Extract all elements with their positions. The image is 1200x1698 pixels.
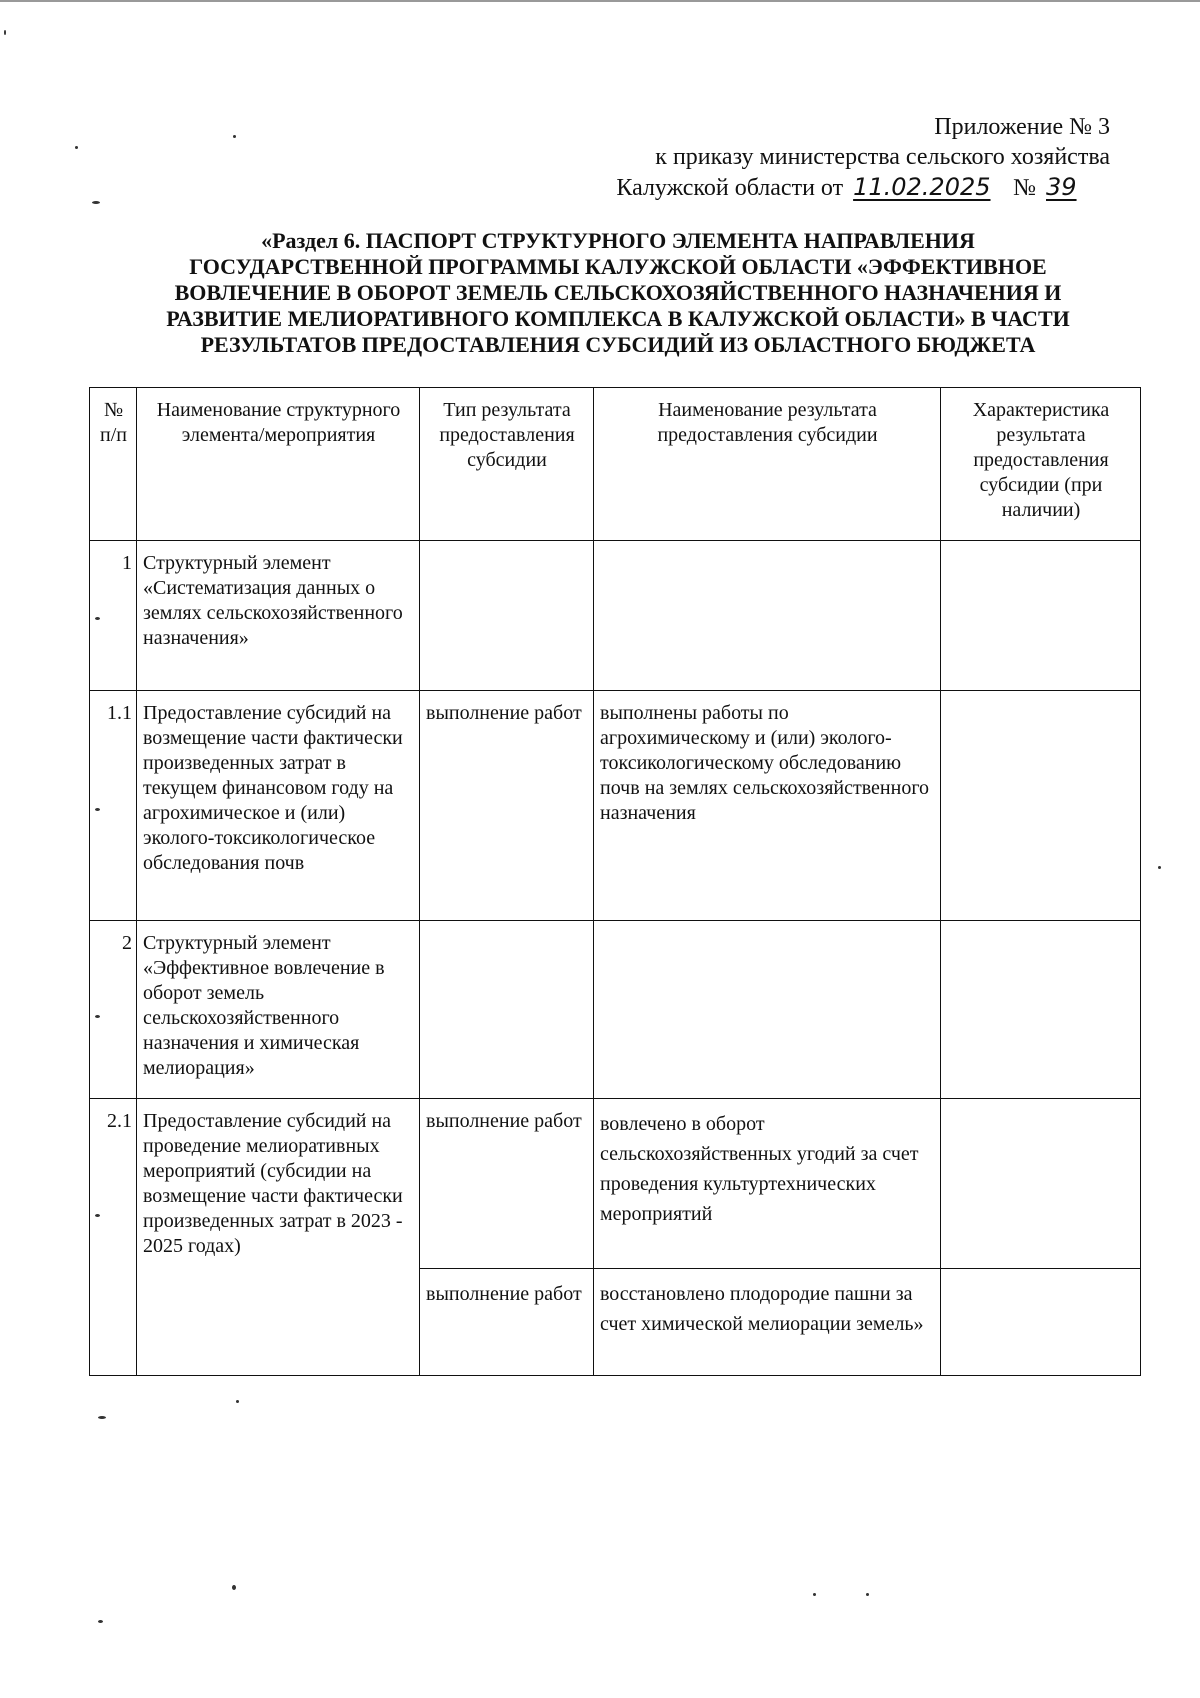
header-num: № п/п	[90, 388, 137, 541]
row-type: выполнение работ	[420, 691, 594, 921]
row-number: 2	[90, 921, 137, 1099]
header-characteristic: Характеристика результата предоставления субсидии (при наличии)	[941, 388, 1141, 541]
handwritten-number: 39	[1046, 173, 1077, 201]
table-row	[90, 541, 1141, 691]
scan-speck	[75, 146, 78, 149]
scan-speck	[4, 30, 6, 35]
row-type: выполнение работ	[420, 1269, 594, 1376]
scan-speck	[95, 1015, 100, 1018]
row-characteristic	[941, 541, 1141, 691]
scan-speck	[98, 1416, 106, 1419]
row-name: Предоставление субсидий на проведение мелиоративных мероприятий (субсидии на возмещение части фактически произведенных затрат в 2023 - 2025 годах)	[137, 1099, 420, 1376]
title-line: РЕЗУЛЬТАТОВ ПРЕДОСТАВЛЕНИЯ СУБСИДИЙ ИЗ ОБЛАСТНОГО БЮДЖЕТА	[200, 332, 1036, 357]
scan-speck	[236, 1400, 239, 1403]
title-line: ВОВЛЕЧЕНИЕ В ОБОРОТ ЗЕМЕЛЬ СЕЛЬСКОХОЗЯЙСТВЕННОГО НАЗНАЧЕНИЯ И	[174, 280, 1062, 305]
scan-speck	[1158, 866, 1161, 869]
header-name: Наименование структурного элемента/мероприятия	[137, 388, 420, 541]
region-prefix: Калужской области от	[616, 175, 844, 201]
row-name: Структурный элемент «Систематизация данных о землях сельскохозяйственного назначения»	[137, 541, 420, 691]
order-date-line	[550, 172, 1110, 203]
table-header-row	[90, 388, 1141, 541]
row-result: восстановлено плодородие пашни за счет химической мелиорации земель»	[594, 1269, 941, 1376]
scan-speck	[95, 808, 100, 811]
table-row	[90, 691, 1141, 921]
row-name: Предоставление субсидий на возмещение части фактически произведенных затрат в текущем финансовом году на агрохимическое и (или) эколого-токсикологическое обследования почв	[137, 691, 420, 921]
header-result: Наименование результата предоставления субсидии	[594, 388, 941, 541]
table-row	[90, 921, 1141, 1099]
row-number: 2.1	[90, 1099, 137, 1376]
order-reference: к приказу министерства сельского хозяйства	[655, 144, 1110, 170]
row-result	[594, 921, 941, 1099]
row-characteristic	[941, 921, 1141, 1099]
row-name: Структурный элемент «Эффективное вовлечение в оборот земель сельскохозяйственного назначения и химическая мелиорация»	[137, 921, 420, 1099]
row-characteristic	[941, 1269, 1141, 1376]
table-row	[90, 1099, 1141, 1269]
scan-speck	[232, 1585, 236, 1590]
scan-edge-artifact	[0, 0, 1200, 2]
appendix-header	[550, 112, 1110, 203]
number-label: №	[1013, 175, 1036, 201]
document-title	[118, 228, 1118, 358]
row-result	[594, 541, 941, 691]
row-characteristic	[941, 691, 1141, 921]
row-type: выполнение работ	[420, 1099, 594, 1269]
scan-speck	[813, 1593, 816, 1596]
scan-speck	[233, 135, 236, 138]
scan-speck	[866, 1593, 869, 1596]
row-type	[420, 921, 594, 1099]
appendix-number: Приложение № 3	[934, 114, 1110, 140]
scan-speck	[95, 617, 100, 620]
row-number: 1.1	[90, 691, 137, 921]
row-number: 1	[90, 541, 137, 691]
scan-speck	[98, 1620, 103, 1623]
title-line: «Раздел 6. ПАСПОРТ СТРУКТУРНОГО ЭЛЕМЕНТА НАПРАВЛЕНИЯ	[261, 228, 975, 253]
row-result: вовлечено в оборот сельскохозяйственных угодий за счет проведения культуртехнических мероприятий	[594, 1099, 941, 1269]
scan-speck	[92, 201, 100, 204]
row-result: выполнены работы по агрохимическому и (или) эколого-токсикологическому обследованию почв на землях сельскохозяйственного назначения	[594, 691, 941, 921]
header-type: Тип результата предоставления субсидии	[420, 388, 594, 541]
title-line: ГОСУДАРСТВЕННОЙ ПРОГРАММЫ КАЛУЖСКОЙ ОБЛАСТИ «ЭФФЕКТИВНОЕ	[189, 254, 1047, 279]
row-type	[420, 541, 594, 691]
passport-table	[89, 387, 1141, 1376]
title-line: РАЗВИТИЕ МЕЛИОРАТИВНОГО КОМПЛЕКСА В КАЛУЖСКОЙ ОБЛАСТИ» В ЧАСТИ	[166, 306, 1070, 331]
scan-speck	[95, 1214, 100, 1217]
handwritten-date: 11.02.2025	[853, 173, 991, 201]
row-characteristic	[941, 1099, 1141, 1269]
